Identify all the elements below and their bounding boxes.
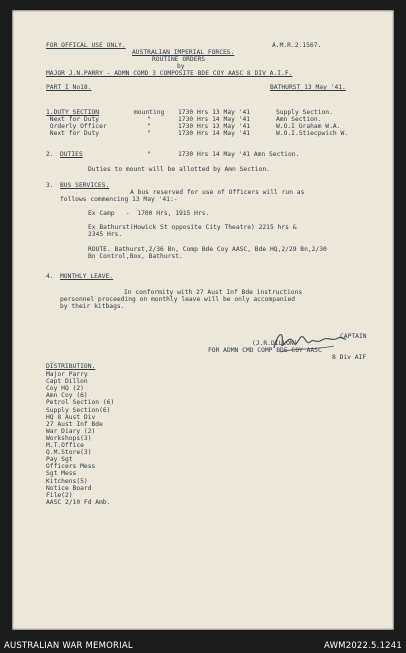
distribution-title: DISTRIBUTION. [46,363,96,370]
distribution-item: Workshops(3) [46,434,92,442]
duties-allotment: Duties to mount will be allotted by Amn Section. [88,166,270,173]
distribution-item: Pay Sgt [46,456,73,464]
duty-row-left: Next for Duty [46,130,100,137]
distribution-item: HQ 8 Aust Div [46,413,96,421]
duty-row-who: W.O.I Graham W.A. [276,123,341,130]
major-line: MAJOR J.N.PARRY - ADMN COMD 3 COMPOSITE BDE COY AASC 8 DIV A.I.F. [46,70,293,77]
bus-bathurst-times-cont: 2345 Hrs. [88,231,123,238]
duty-row-left: Orderly Officer [46,123,107,130]
footer-right-label: AWM2022.5.1241 [324,641,402,651]
bus-camp-times: Ex Camp - 1700 Hrs, 1915 Hrs. [88,210,210,217]
distribution-item: War Diary (2) [46,427,96,435]
signatory-name: (J.R.DILLON) [252,340,298,347]
leave-line: by their kitbags. [60,303,125,310]
distribution-item: Capt Dillon [46,378,88,386]
ditto-mark: " [147,130,151,137]
leave-number: 4. [46,273,54,280]
monthly-leave-label: MONTHLY LEAVE. [60,273,114,280]
ditto-mark: " [147,116,151,123]
distribution-item: Supply Section(6) [46,406,111,414]
duty-row-left: mounting [134,109,165,116]
duty-row-time: 1730 Hrs 13 May '41 [178,109,251,116]
document-page [12,10,394,630]
leave-line: personnel proceeding on monthly leave will be only accompanied [60,296,296,303]
distribution-item: Sgt Mess [46,470,77,478]
ditto-mark: " [147,123,151,130]
bus-route: ROUTE. Bathurst,2/36 Bn, Comp Bde Coy AASC, Bde HQ,2/29 Bn,2/30 [88,246,327,253]
duty-row-who: Amn Section. [276,116,322,123]
official-use-label: FOR OFFICAL USE ONLY. [46,42,126,49]
distribution-item: Kitchens(5) [46,477,88,485]
signatory-division: 8 Div AIF [332,354,367,361]
footer-left-label: AUSTRALIAN WAR MEMORIAL [4,641,133,651]
bus-number: 3. [46,182,54,189]
duty-row-time: 1730 Hrs 14 May '41 [178,116,251,123]
distribution-item: File(2) [46,491,73,499]
distribution-item: Officers Mess [46,463,96,471]
place-date: BATHURST 13 May '41. [270,84,346,91]
distribution-item: Coy HQ (2) [46,385,84,393]
duty-section-label: 1.DUTY SECTION [46,109,100,116]
distribution-item: M.T.Office [46,442,84,449]
routine-orders-title: ROUTINE ORDERS [152,56,206,63]
bus-route-cont: Bn Control,Box, Bathurst. [88,253,183,260]
duties-line: 1730 Hrs 14 May '41 Amn Section. [178,151,300,158]
reference-number: A.M.R.2.1567. [272,42,322,49]
leave-line: In conformity with 27 Aust Inf Bde instructions [124,289,303,296]
duty-row-who: Supply Section. [276,109,333,116]
signatory-for-line: FOR ADMN CMD COMP BDE COY AASC [208,347,322,354]
distribution-item: 27 Aust Inf Bde [46,420,103,428]
by-label: by [177,63,185,70]
bus-bathurst-times: Ex Bathurst(Howick St opposite City Theatre) 2215 hrs & [88,224,297,231]
duty-row-left: Next for Duty [46,116,100,123]
distribution-item: Petrol Section (6) [46,399,115,407]
organisation-title: AUSTRALIAN IMPERIAL FORCES. [132,49,235,56]
duties-number: 2. [46,151,54,158]
distribution-item: Notice Board [46,484,92,492]
signatory-rank: CAPTAIN [340,333,367,340]
distribution-item: Amn Coy (6) [46,392,88,400]
duty-row-who: W.O.I.Stiecpwich W. [276,130,349,137]
bus-line: A bus reserved for use of Officers will run as [130,189,305,196]
distribution-item: Q.M.Store(3) [46,449,92,457]
duty-row-time: 1730 Hrs 14 May '41 [178,130,251,137]
part-number: PART I No18. [46,84,92,91]
bus-line: follows commencing 13 May '41:- [60,196,178,203]
bus-services-label: BUS SERVICES. [60,182,110,189]
duty-row-time: 1730 Hrs 13 May '41 [178,123,251,130]
distribution-item: Major Parry [46,371,88,378]
ditto-mark: " [147,151,151,158]
distribution-item: AASC 2/10 Fd Amb. [46,498,111,506]
duties-label: DUTIES [60,151,83,158]
